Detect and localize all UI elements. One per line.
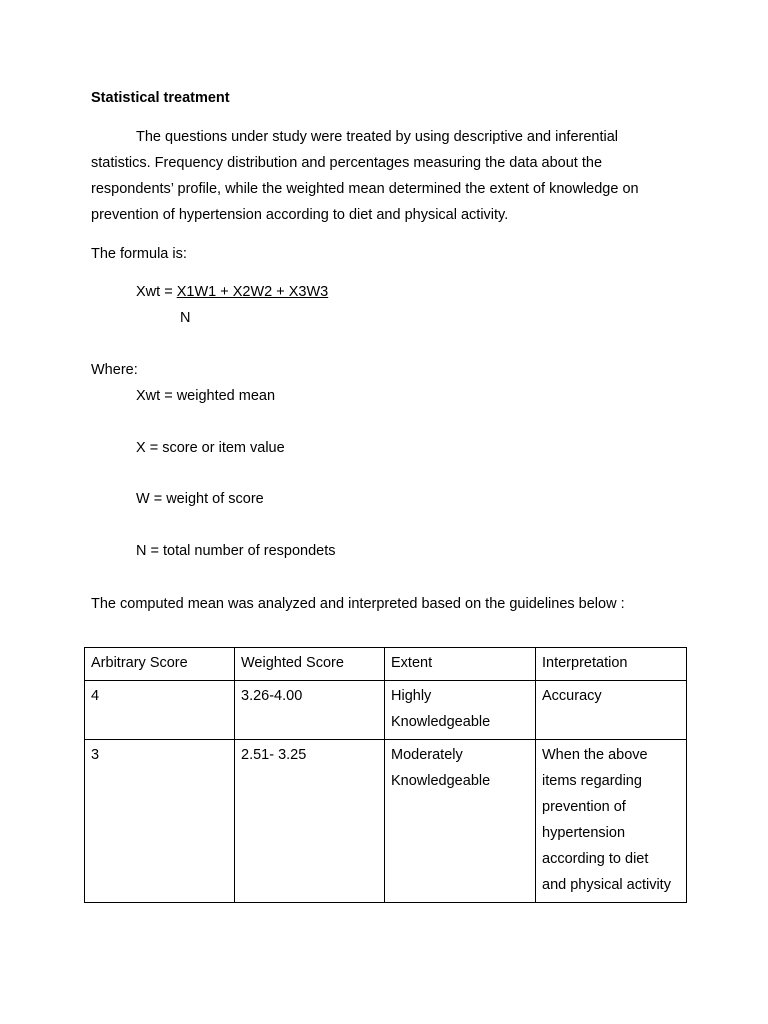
cell-interpretation xyxy=(536,740,687,903)
cell-line: Knowledgeable xyxy=(391,714,491,730)
cell-extent xyxy=(385,740,536,903)
cell-arbitrary-score: 4 xyxy=(85,681,235,740)
cell-line: items regarding xyxy=(542,773,642,789)
paragraph-line-2: statistics. Frequency distribution and percentages measuring the data about the xyxy=(91,155,603,171)
header-arbitrary-score: Arbitrary Score xyxy=(85,648,235,681)
header-interpretation: Interpretation xyxy=(536,648,687,681)
cell-line: Moderately xyxy=(391,747,463,763)
paragraph-line-1: The questions under study were treated by using descriptive and inferential xyxy=(136,129,619,145)
where-label: Where: xyxy=(91,362,138,378)
table-row xyxy=(85,740,687,903)
paragraph-line-3: respondents’ profile, while the weighted mean determined the extent of knowledge on xyxy=(91,181,639,197)
section-heading: Statistical treatment xyxy=(91,90,230,106)
cell-line: and physical activity xyxy=(542,877,671,893)
guidelines-table xyxy=(84,647,687,903)
table-row xyxy=(85,681,687,740)
paragraph-line-4: prevention of hypertension according to diet and physical activity. xyxy=(91,207,509,223)
cell-line: according to diet xyxy=(542,851,649,867)
cell-line: Knowledgeable xyxy=(391,773,491,789)
cell-weighted-score: 3.26-4.00 xyxy=(235,681,385,740)
formula-denominator: N xyxy=(180,310,191,326)
cell-weighted-score: 2.51- 3.25 xyxy=(235,740,385,903)
formula-intro: The formula is: xyxy=(91,246,187,262)
where-item: X = score or item value xyxy=(136,440,285,456)
where-item: N = total number of respondets xyxy=(136,543,336,559)
cell-line: Highly xyxy=(391,688,432,704)
formula-line xyxy=(136,284,328,300)
cell-arbitrary-score: 3 xyxy=(85,740,235,903)
cell-line: hypertension xyxy=(542,825,626,841)
cell-interpretation xyxy=(536,681,687,740)
header-weighted-score: Weighted Score xyxy=(235,648,385,681)
cell-extent xyxy=(385,681,536,740)
header-extent: Extent xyxy=(385,648,536,681)
cell-line: When the above xyxy=(542,747,648,763)
cell-line: prevention of xyxy=(542,799,626,815)
formula-lhs: Xwt = xyxy=(136,284,177,300)
table-header-row xyxy=(85,648,687,681)
where-item: Xwt = weighted mean xyxy=(136,388,276,404)
cell-line: Accuracy xyxy=(542,688,602,704)
formula-numerator: X1W1 + X2W2 + X3W3 xyxy=(176,284,329,300)
guidelines-intro: The computed mean was analyzed and interpreted based on the guidelines below : xyxy=(91,596,625,612)
where-item: W = weight of score xyxy=(136,491,264,507)
